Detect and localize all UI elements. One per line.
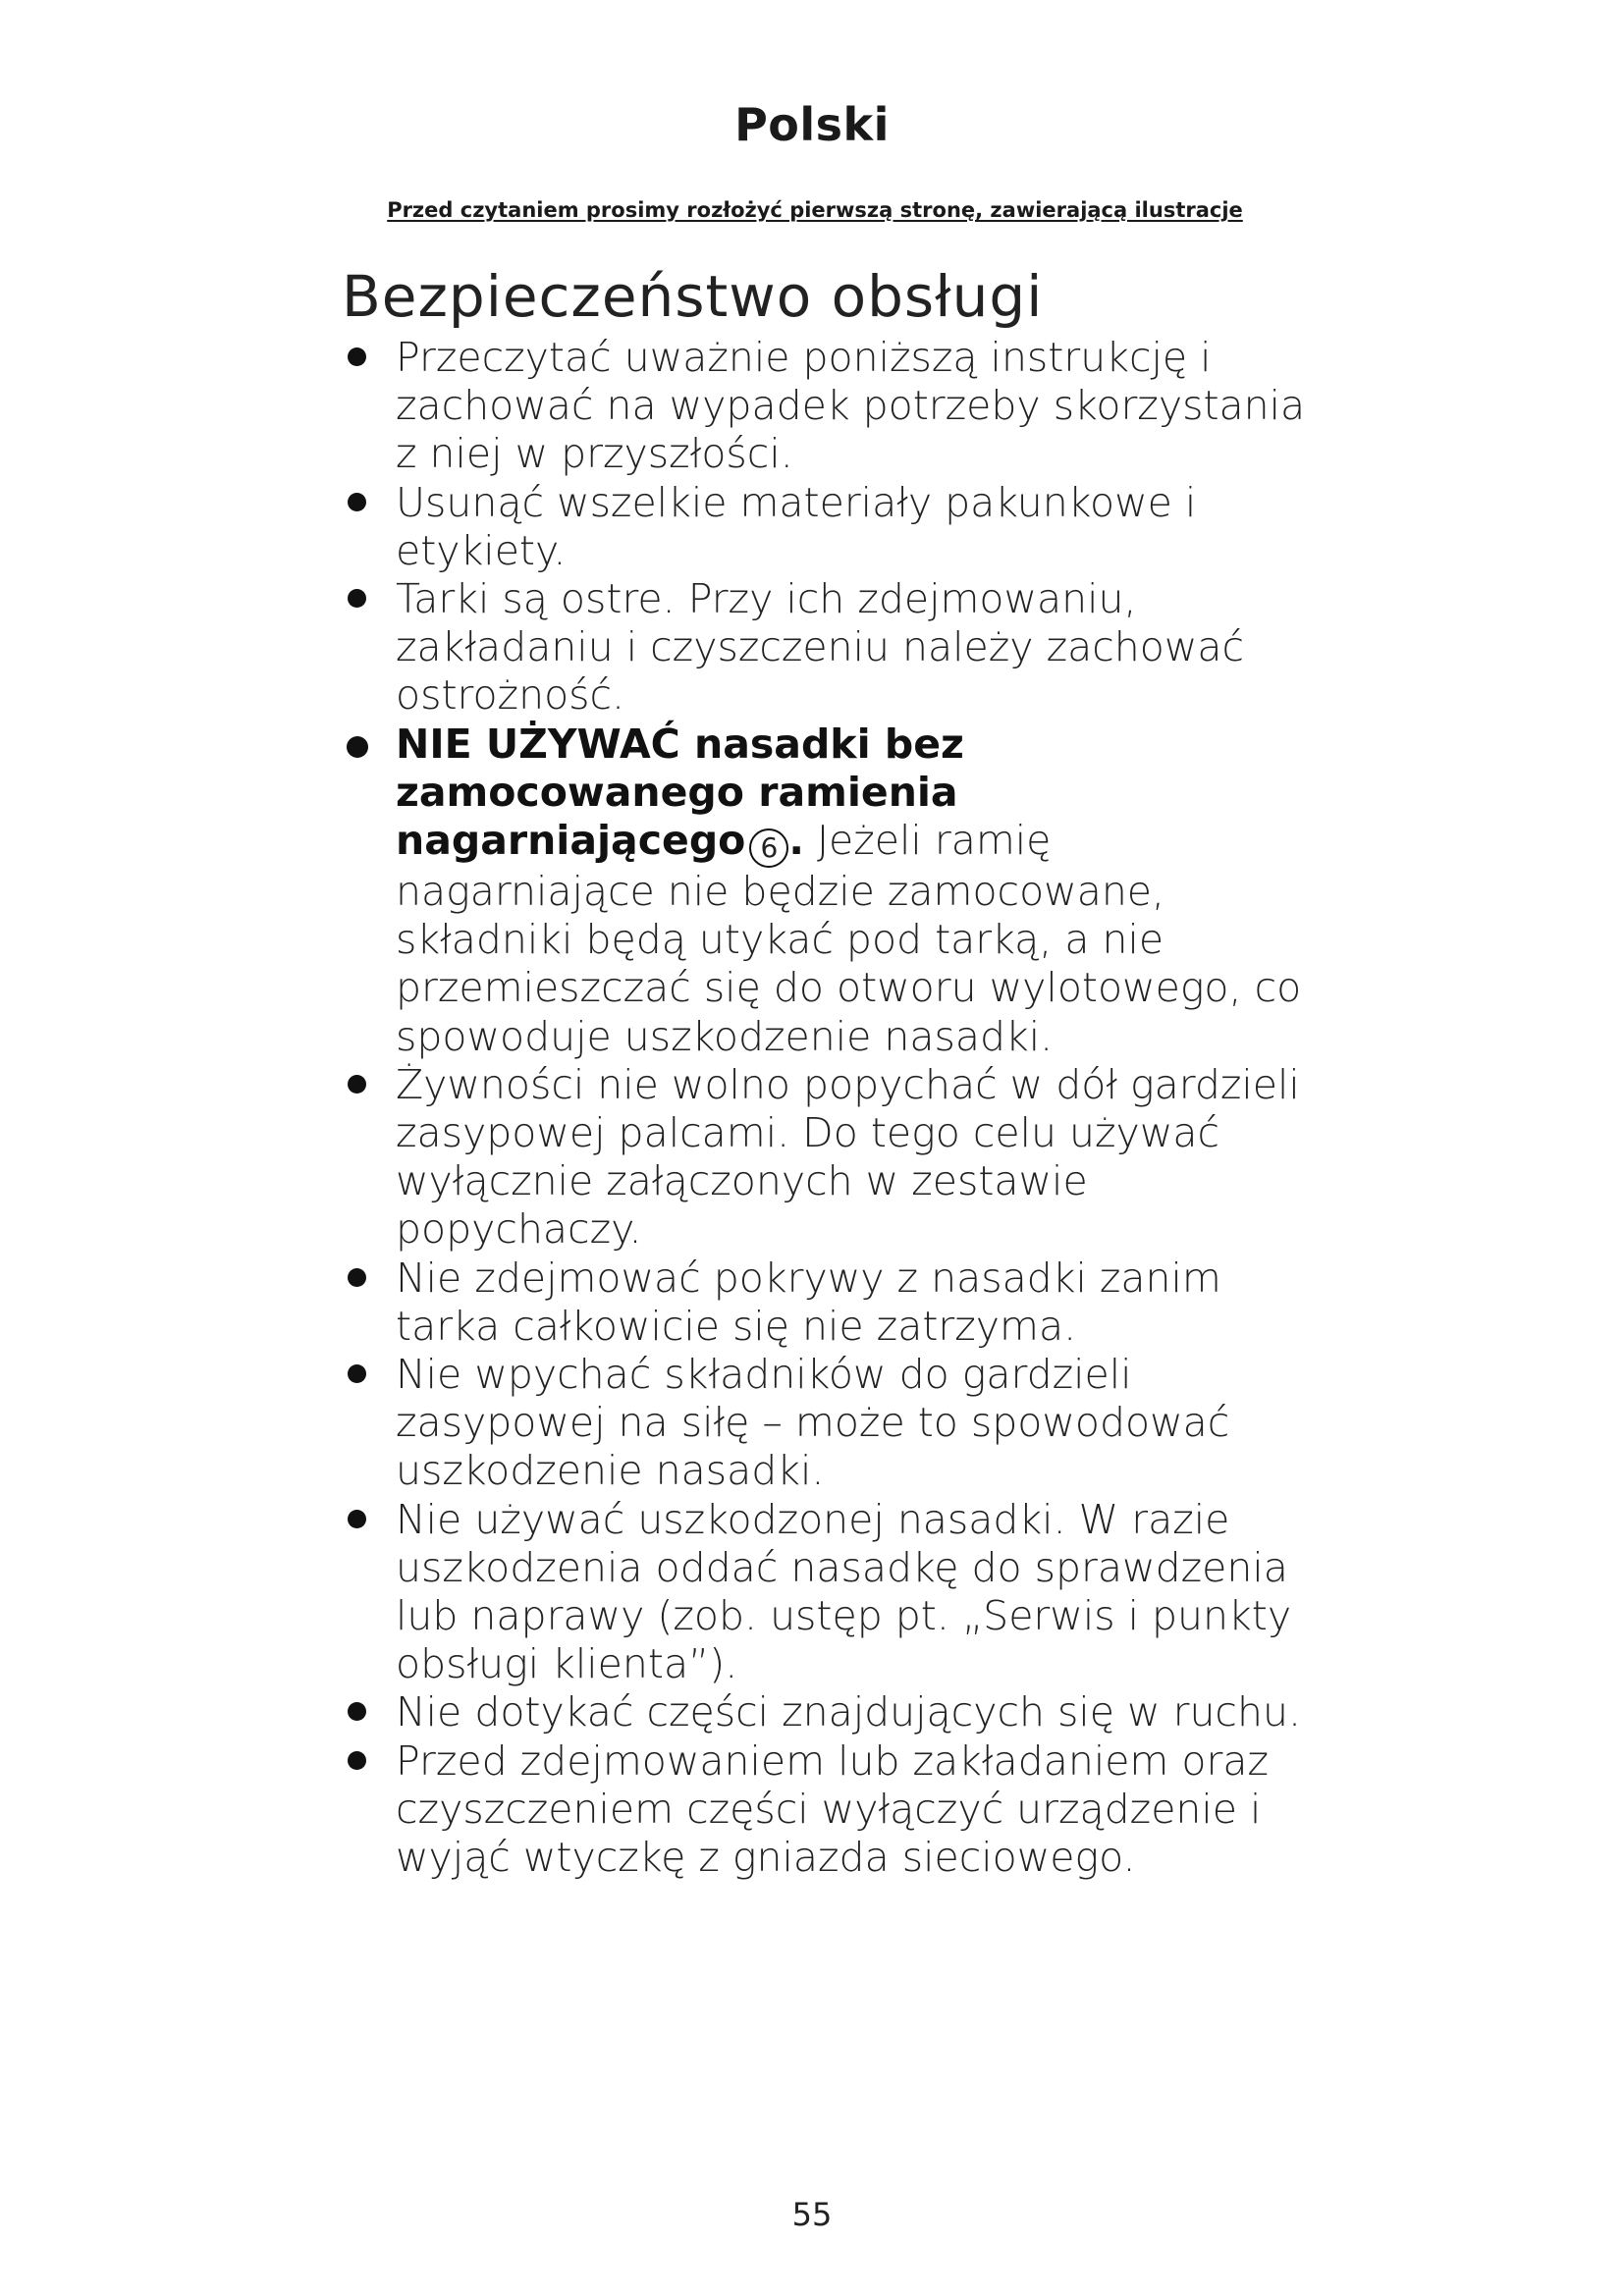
list-item: [342, 1351, 1314, 1496]
list-item: [342, 1737, 1314, 1883]
section-heading: Bezpieczeństwo obsługi: [342, 263, 1044, 330]
list-item-text: Przeczytać uważnie poniższą instrukcję i zachować na wypadek potrzeby skorzystania z niej w przyszłości.: [396, 334, 1306, 478]
list-item: [342, 575, 1314, 721]
bullet-icon: [347, 736, 368, 758]
safety-list: [342, 334, 1314, 1882]
bullet-icon: [348, 1510, 366, 1528]
page-number: 55: [791, 2196, 833, 2233]
bullet-icon: [348, 1751, 366, 1770]
list-item-text: Przed zdejmowaniem lub zakładaniem oraz czyszczeniem części wyłączyć urządzenie i wyjąć wtyczkę z gniazda sieciowego.: [396, 1736, 1269, 1882]
warning-period: .: [788, 817, 804, 865]
list-item-text: Tarki są ostre. Przy ich zdejmowaniu, zakładaniu i czyszczeniu należy zachować ostrożność.: [396, 575, 1245, 720]
fold-out-note: Przed czytaniem prosimy rozłożyć pierwszą stronę, zawierającą ilustracje: [387, 198, 1243, 222]
warning-rest-text: Jeżeli ramię nagarniające nie będzie zamocowane, składniki będą utykać pod tarką, a nie przemieszczać się do otworu wylotowego, co spowoduje uszkodzenie nasadki.: [396, 817, 1302, 1060]
bullet-icon: [348, 1268, 366, 1287]
list-item-text: Nie wpychać składników do gardzieli zasypowej na siłę – może to spowodować uszkodzenie nasadki.: [396, 1351, 1230, 1495]
list-item: [342, 1496, 1314, 1689]
warning-bold-text: NIE UŻYWAĆ nasadki bez zamocowanego ramienia nagarniającego: [396, 720, 964, 865]
bullet-icon: [348, 493, 366, 511]
warning-list-item: [342, 721, 1314, 1061]
bullet-icon: [348, 1075, 366, 1094]
list-item: [342, 1061, 1314, 1255]
language-title: Polski: [734, 98, 890, 151]
bullet-icon: [348, 1702, 366, 1721]
list-item-text: Nie zdejmować pokrywy z nasadki zanim tarka całkowicie się nie zatrzyma.: [396, 1254, 1221, 1350]
list-item: [342, 479, 1314, 575]
list-item: [342, 1255, 1314, 1351]
bullet-icon: [348, 1364, 366, 1383]
circled-reference-number: 6: [749, 828, 788, 868]
list-item: [342, 1688, 1314, 1736]
list-item-text: Usunąć wszelkie materiały pakunkowe i etykiety.: [396, 478, 1197, 574]
list-item-text: Nie używać uszkodzonej nasadki. W razie uszkodzenia oddać nasadkę do sprawdzenia lub naprawy (zob. ustęp pt. „Serwis i punkty obsługi klienta”).: [396, 1495, 1292, 1688]
list-item: [342, 334, 1314, 479]
list-item-text: Nie dotykać części znajdujących się w ruchu.: [396, 1688, 1301, 1736]
bullet-icon: [348, 589, 366, 608]
bullet-icon: [348, 347, 366, 366]
list-item-text: Żywności nie wolno popychać w dół gardzieli zasypowej palcami. Do tego celu używać wyłącznie załączonych w zestawie popychaczy.: [396, 1060, 1300, 1254]
